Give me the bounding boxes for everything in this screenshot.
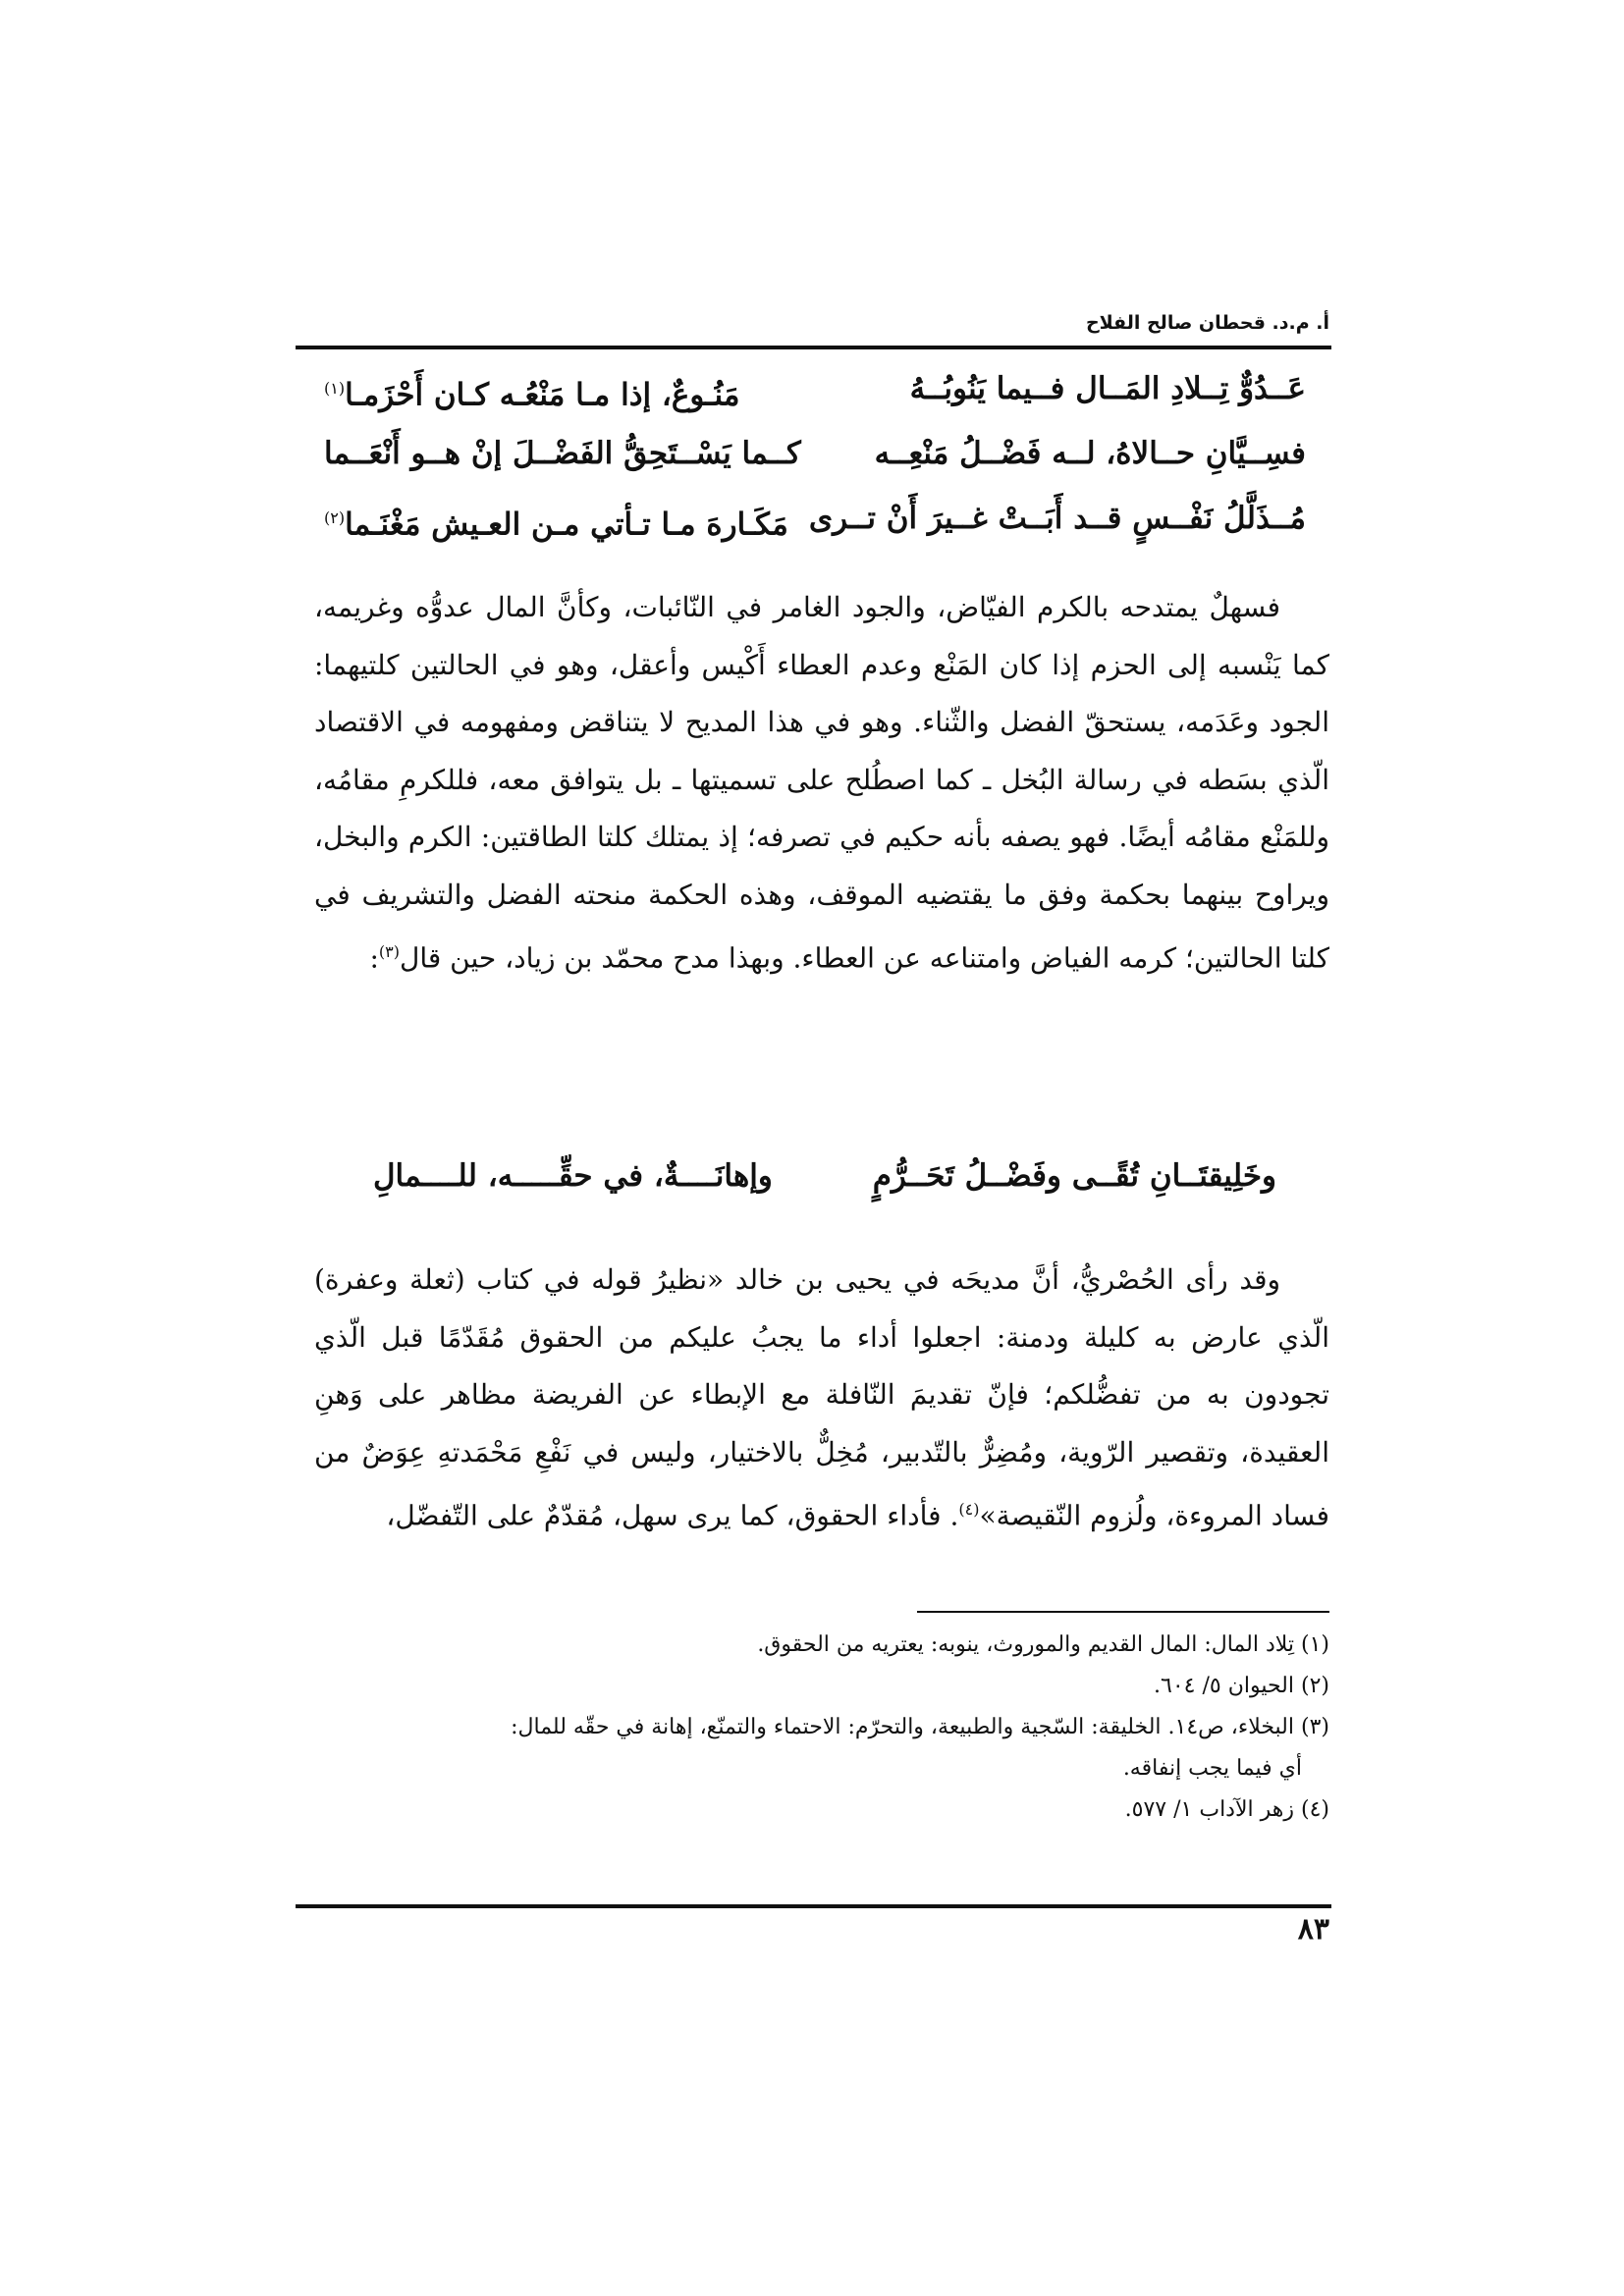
footnote: (٢) الحيوان ٥/ ٦٠٤. <box>1154 1674 1329 1698</box>
header-rule <box>296 346 1331 349</box>
body-paragraph: فسهلٌ يمتدحه بالكرم الفيّاض، والجود الغامر في النّائبات، وكأنَّ المال عدوُّه وغريمه، كما يَنْسبه إلى الحزم إذا كان المَنْع وعدم العطاء أَكْيس وأعقل، وهو في الحالتين كلتيهما: الجود وعَدَمه، يستحقّ الفضل والثّناء. وهو في هذا المديح لا يتناقض ومفهومه في الاقتصاد الّذي بسَطه في رسالة البُخل ـ كما اصطُلح على تسميتها ـ بل يتوافق معه، فللكرمِ مقامُه، وللمَنْع مقامُه أيضًا. فهو يصفه بأنه حكيم في تصرفه؛ إذ يمتلك كلتا الطاقتين: الكرم والبخل، ويراوح بينهما بحكمة وفق ما يقتضيه الموقف، وهذه الحكمة منحته الفضل والتشريف في كلتا الحالتين؛ كرمه الفياض وامتناعه عن العطاء. وبهذا مدح محمّد بن زياد، حين قال$^{(٣)}$: <box>314 591 1329 975</box>
footnote: (٤) زهر الآداب ١/ ٥٧٧. <box>1124 1797 1329 1822</box>
footnote: (١) تِلاد المال: المال القديم والموروث، ينوبه: يعتريه من الحقوق. <box>757 1632 1329 1657</box>
verse-second-hemistich: مَكَـارهَ مـا تـأتي مـن العـيش مَغْنَـما$^{(٢)}$ <box>324 507 788 543</box>
quoted-verse <box>373 1148 1276 1207</box>
footnote: (٣) البخلاء، ص١٤. الخليقة: السّجية والطبيعة، والتحرّم: الاحتماء والتمنّع، إهانة في حقّه للمال: أي فيما يجب إنفاقه. <box>511 1715 1329 1781</box>
verse-first-hemistich: وخَلِيقتَــانِ تُقًــى وفَضْــلُ تَحَــرُّمٍ <box>872 1158 1276 1194</box>
footnote-marker: (٢) <box>324 508 346 527</box>
footnotes <box>314 1625 1329 1831</box>
verse-line <box>324 426 1306 491</box>
verse-first-hemistich: فسِــيَّانِ حــالاهُ، لــه فَضْــلُ مَنْعِــه <box>874 436 1306 471</box>
verse-line <box>324 491 1306 556</box>
footnote-marker: (٣) <box>378 942 400 961</box>
verse-line <box>324 361 1306 426</box>
page-number: ٨٣ <box>1297 1912 1329 1947</box>
verse-second-hemistich: مَنُـوعٌ، إذا مـا مَنْعُـه كـان أَحْزَمـا$^{(١)}$ <box>324 377 740 413</box>
verse-second-hemistich: وإهانَــــةٌ، في حقِّـــــه، للــــمالِ <box>373 1158 773 1194</box>
verse-second-hemistich: كــما يَسْــتَحِقُّ الفَضْــلَ إنْ هــو أَنْعَــما <box>324 436 801 471</box>
footer-rule <box>296 1904 1331 1908</box>
poem-verses <box>324 361 1306 556</box>
verse-first-hemistich: عَــدُوٌّ تِــلادِ المَــال فــيما يَنُوبُــهُ <box>909 371 1306 406</box>
footnote-marker: (٤) <box>958 1500 980 1519</box>
running-header-author: أ. م.د. قحطان صالح الفلاح <box>1085 312 1329 334</box>
verse-first-hemistich: مُــذَلَّلُ نَفْــسٍ قــد أَبَــتْ غــيرَ أَنْ تــرى <box>808 501 1306 536</box>
footnote-separator <box>917 1611 1329 1613</box>
footnote-marker: (١) <box>324 379 346 398</box>
body-paragraph: وقد رأى الحُصْريُّ، أنَّ مديحَه في يحيى بن خالد «نظيرُ قوله في كتاب (ثعلة وعفرة) الّذي عارض به كليلة ودمنة: اجعلوا أداء ما يجبُ عليكم من الحقوق مُقَدّمًا قبل الّذي تجودون به من تفضُّلكم؛ فإنّ تقديمَ النّافلة مع الإبطاء عن الفريضة مظاهر على وَهنِ العقيدة، وتقصير الرّوية، ومُضِرٌّ بالتّدبير، مُخِلٌّ بالاختيار، وليس في نَفْعِ مَحْمَدتهِ عِوَضٌ من فساد المروءة، ولُزوم النّقيصة»$^{(٤)}$. فأداء الحقوق، كما يرى سهل، مُقدّمٌ على التّفضّل، <box>314 1263 1329 1532</box>
